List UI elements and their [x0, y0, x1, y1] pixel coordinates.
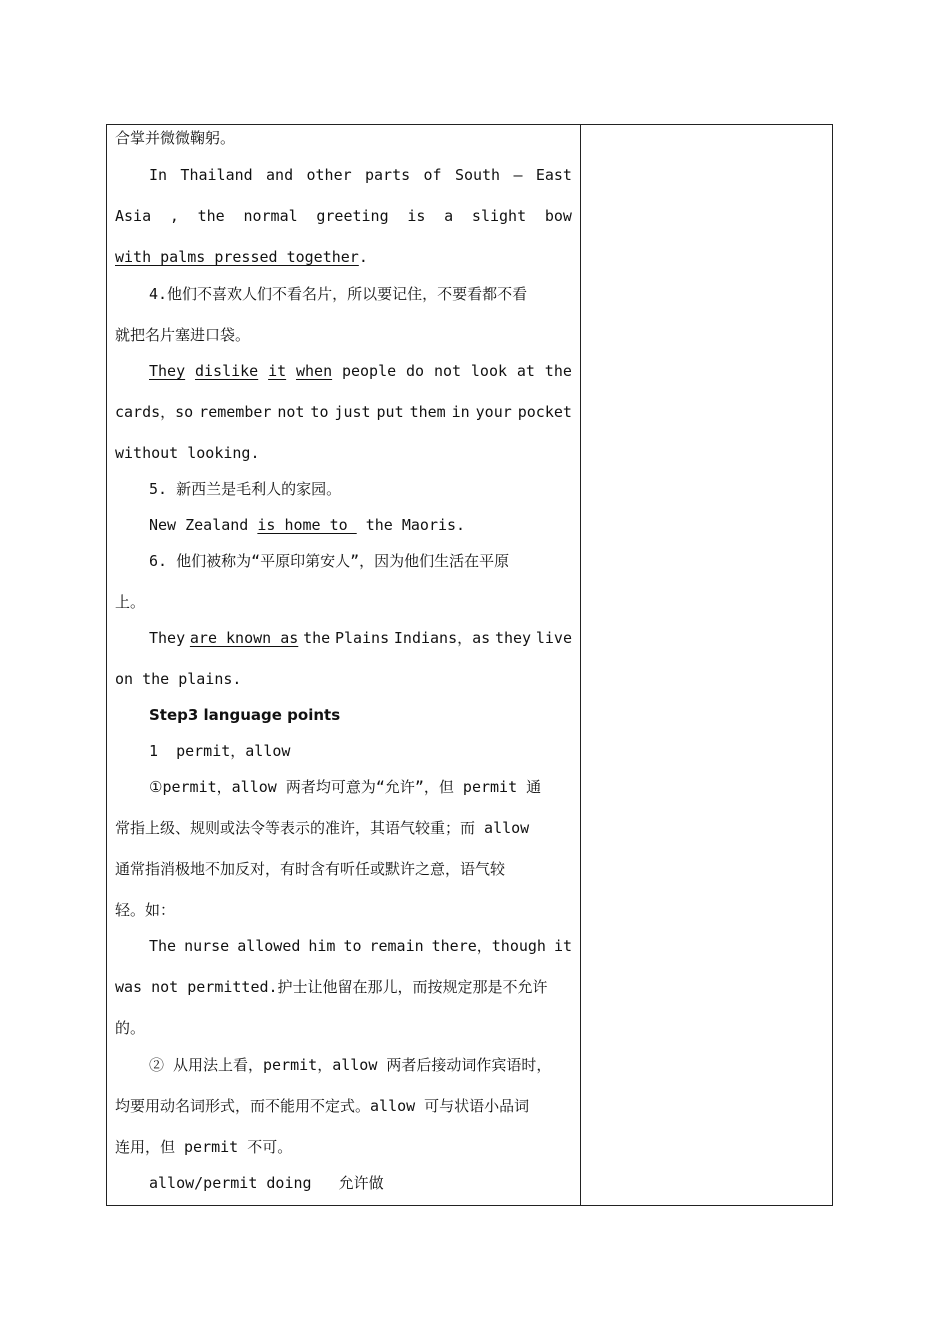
- line-23: was not permitted.护士让他留在那儿，而按规定那是不允许: [115, 978, 548, 996]
- line-3: Asia , the normal greeting is a slight bow: [115, 207, 572, 225]
- underlined-word: dislike: [194, 362, 259, 380]
- line-28: allow/permit doing 允许做: [149, 1174, 384, 1192]
- section-heading: Step3 language points: [149, 706, 341, 724]
- underlined-word: when: [295, 362, 333, 380]
- line-5: 4.他们不喜欢人们不看名片，所以要记住，不要看都不看: [149, 285, 528, 303]
- line-21: 轻。如：: [115, 901, 176, 919]
- line-14: They are known as the Plains Indians，as they live: [149, 629, 572, 647]
- line-8: cards，so remember not to just put them in your pocket: [115, 403, 572, 421]
- line-18: ①permit，allow 两者均可意为“允许”，但 permit 通: [149, 778, 542, 796]
- line-12: 6. 他们被称为“平原印第安人”，因为他们生活在平原: [149, 552, 510, 570]
- line-27: 连用，但 permit 不可。: [115, 1138, 293, 1156]
- line-9: without looking.: [115, 444, 260, 462]
- line-20: 通常指消极地不加反对，有时含有听任或默许之意，语气较: [115, 860, 506, 878]
- line-11: New Zealand is home to the Maoris.: [149, 516, 466, 534]
- content-table: [106, 124, 833, 1206]
- line-10: 5. 新西兰是毛利人的家园。: [149, 480, 342, 498]
- line-24: 的。: [115, 1019, 146, 1037]
- line-25: ② 从用法上看，permit，allow 两者后接动词作宾语时，: [149, 1056, 552, 1074]
- line-15: on the plains.: [115, 670, 242, 688]
- line-26: 均要用动名词形式，而不能用不定式。allow 可与状语小品词: [115, 1097, 530, 1115]
- underlined-phrase: is home to: [257, 516, 357, 534]
- line-13: 上。: [115, 593, 146, 611]
- underlined-phrase: are known as: [189, 629, 299, 647]
- underlined-phrase: with palms pressed together: [115, 248, 359, 266]
- underlined-word: They: [149, 362, 186, 380]
- line-2: In Thailand and other parts of South — East: [149, 166, 572, 184]
- line-4: with palms pressed together.: [115, 248, 368, 266]
- line-22: The nurse allowed him to remain there，though it: [149, 937, 572, 955]
- line-17: 1 permit，allow: [149, 742, 291, 760]
- line-7: They dislike it when people do not look at the: [149, 362, 572, 380]
- underlined-word: it: [268, 362, 287, 380]
- line-6: 就把名片塞进口袋。: [115, 326, 251, 344]
- right-cell: [581, 125, 832, 1205]
- line-19: 常指上级、规则或法令等表示的准许，其语气较重；而 allow: [115, 819, 530, 837]
- line-1: 合掌并微微鞠躬。: [115, 129, 236, 147]
